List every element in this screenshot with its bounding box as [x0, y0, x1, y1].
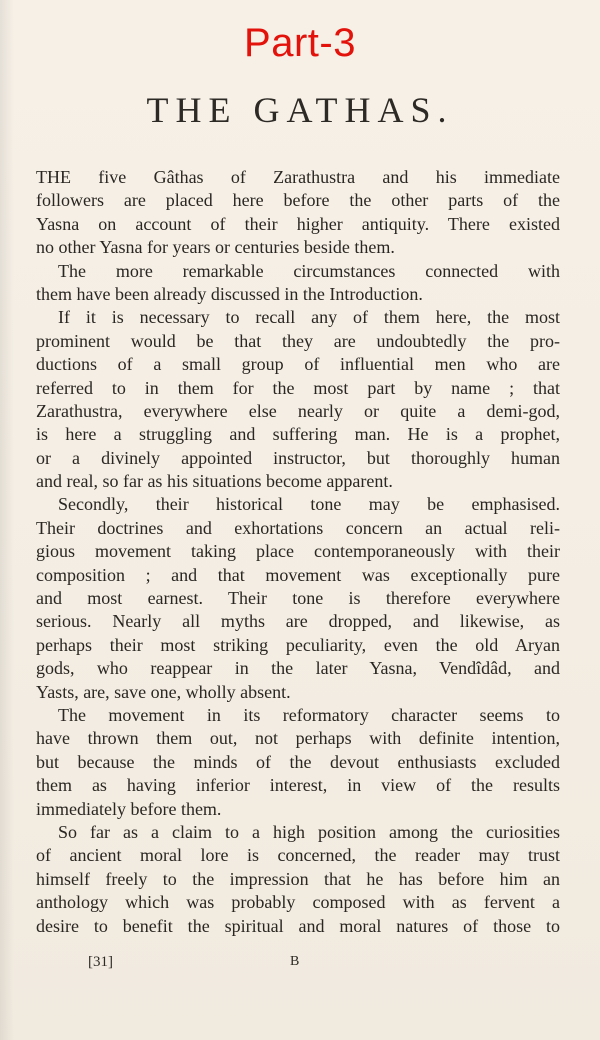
text-line: So far as a claim to a high position among the curiosities: [58, 821, 560, 842]
text-line: and real, so far as his situations become apparent.: [36, 471, 393, 492]
text-line: and most earnest. Their tone is therefore everywhere: [36, 588, 560, 609]
text-line: or a divinely appointed instructor, but thoroughly human: [36, 447, 560, 468]
text-line: them as having inferior interest, in view of the results: [36, 775, 560, 796]
text-line: If it is necessary to recall any of them here, the most: [58, 307, 560, 328]
text-line: perhaps their most striking peculiarity, even the old Aryan: [36, 634, 560, 655]
part-label: Part-3: [244, 21, 356, 65]
text-line: prominent would be that they are undoubtedly the pro-: [36, 330, 560, 351]
text-line: Secondly, their historical tone may be emphasised.: [58, 494, 560, 515]
text-line: of ancient moral lore is concerned, the reader may trust: [36, 845, 560, 866]
text-line: them have been already discussed in the Introduction.: [36, 283, 423, 304]
text-line: referred to in them for the most part by name ; that: [36, 377, 560, 398]
text-line: is here a struggling and suffering man. He is a prophet,: [36, 424, 560, 445]
text-line: Their doctrines and exhortations concern an actual reli-: [36, 517, 560, 538]
text-line: Yasts, are, save one, wholly absent.: [36, 681, 291, 702]
text-line: anthology which was probably composed with as fervent a: [36, 892, 560, 913]
signature-mark: B: [290, 954, 300, 969]
text-line: ductions of a small group of influential men who are: [36, 354, 560, 375]
text-line: but because the minds of the devout enthusiasts excluded: [36, 751, 560, 772]
body-text: [36, 166, 560, 938]
text-line: have thrown them out, not perhaps with definite intention,: [36, 728, 560, 749]
text-line: serious. Nearly all myths are dropped, and likewise, as: [36, 611, 560, 632]
text-line: gods, who reappear in the later Yasna, Vendîdâd, and: [36, 658, 560, 679]
page-number: [31]: [88, 954, 113, 970]
text-line: The movement in its reformatory character seems to: [58, 704, 560, 725]
text-line: himself freely to the impression that he has before him an: [36, 868, 560, 889]
text-line: THE five Gâthas of Zarathustra and his immediate: [36, 167, 560, 187]
text-line: no other Yasna for years or centuries beside them.: [36, 237, 395, 258]
page-edge-shadow: [0, 0, 14, 1040]
text-line: desire to benefit the spiritual and moral natures of those to: [36, 915, 560, 936]
text-line: Zarathustra, everywhere else nearly or quite a demi-god,: [36, 400, 560, 421]
text-line: composition ; and that movement was exceptionally pure: [36, 564, 560, 585]
text-line: immediately before them.: [36, 798, 222, 819]
text-line: Yasna on account of their higher antiquity. There existed: [36, 213, 560, 234]
chapter-title: THE GATHAS.: [146, 90, 454, 130]
text-line: followers are placed here before the other parts of the: [36, 190, 560, 211]
text-line: gious movement taking place contemporaneously with their: [36, 541, 560, 562]
text-line: The more remarkable circumstances connected with: [58, 260, 560, 281]
